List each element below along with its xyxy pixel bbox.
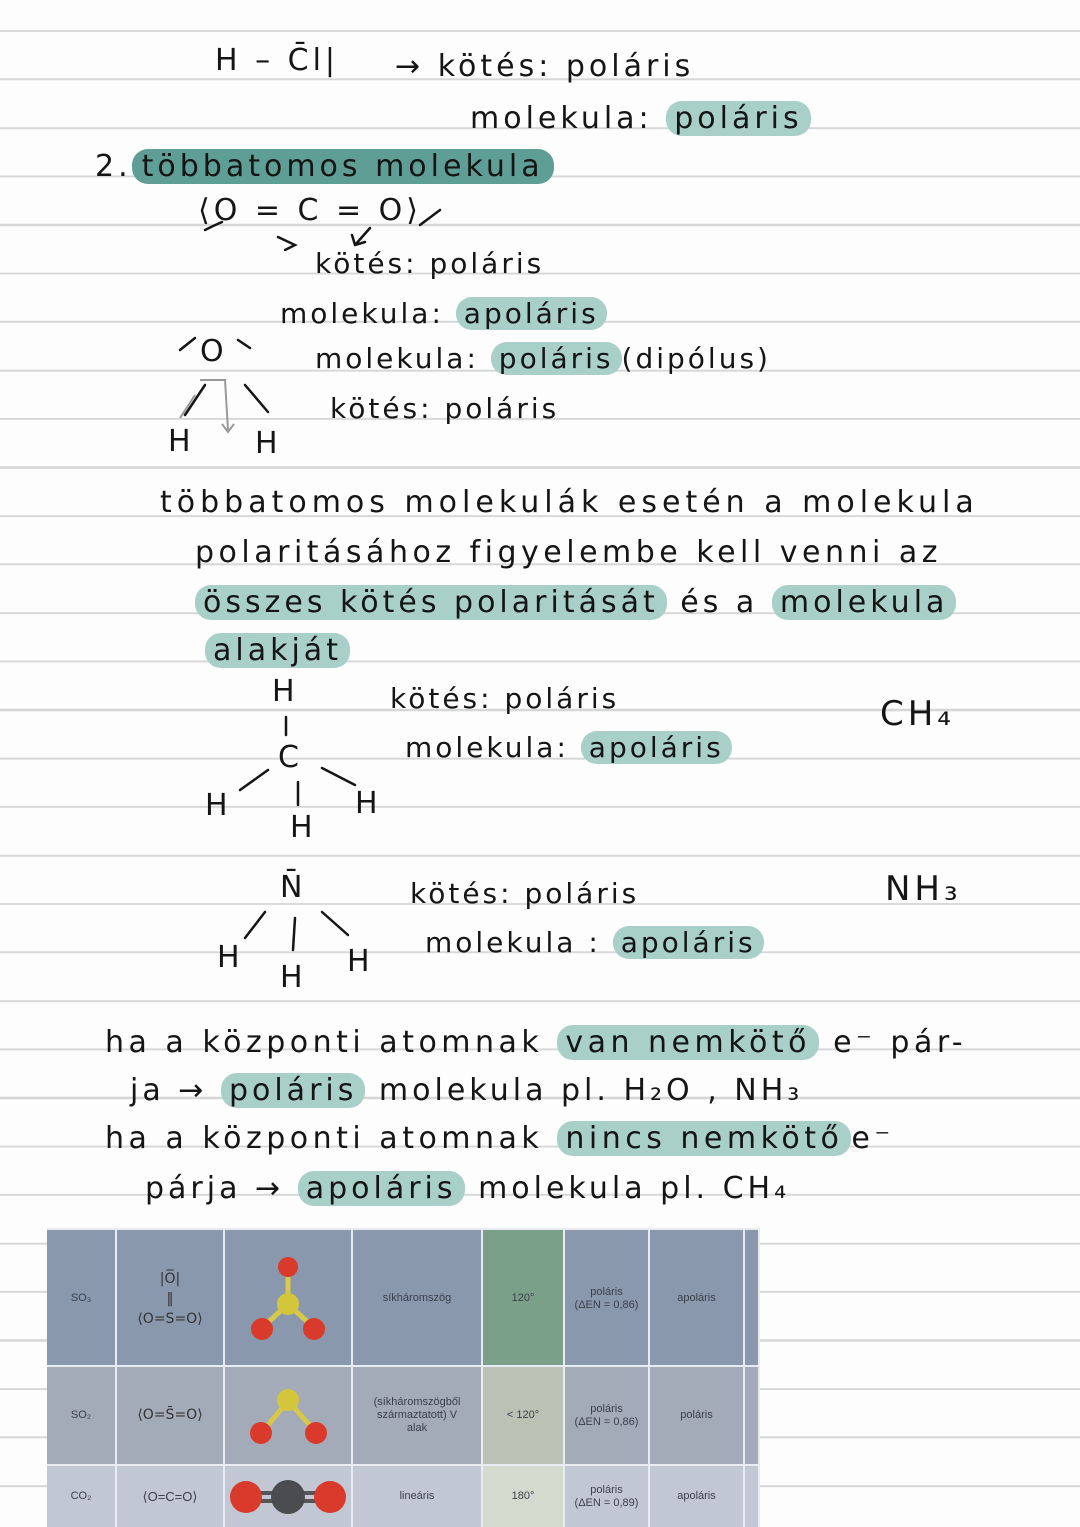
highlight-polaris: poláris — [666, 101, 810, 136]
cell-edge — [745, 1466, 760, 1527]
delta-en: (ΔEN = 0,86) — [574, 1298, 639, 1311]
h2o-hydrogen: H — [168, 424, 191, 459]
text: párja → — [145, 1171, 285, 1206]
label: molekula: — [405, 731, 569, 764]
paragraph-line: polaritásához figyelembe kell venni az — [195, 535, 943, 570]
cell-model — [225, 1367, 353, 1464]
nh3-bond: kötés: poláris — [410, 877, 640, 910]
section-title: többatomos molekula — [132, 149, 554, 184]
table-row — [47, 1365, 760, 1464]
text: e⁻ — [851, 1121, 895, 1156]
hcl-bond: kötés: poláris — [437, 49, 695, 84]
cell-formula: SO₃ — [47, 1230, 117, 1367]
dipole-arrow — [278, 237, 295, 250]
h2o-bond: kötés: poláris — [330, 392, 560, 425]
cell-lewis — [117, 1230, 225, 1367]
bond-polarity: poláris — [590, 1483, 623, 1496]
lone-pair-stroke — [180, 338, 195, 350]
highlight: poláris — [221, 1073, 365, 1108]
cell-bond — [565, 1466, 650, 1527]
highlight: nincs nemkötő — [557, 1121, 851, 1156]
dipole-note: (dipólus) — [621, 342, 771, 375]
cell-molecule: apoláris — [650, 1230, 745, 1367]
n-h-bond — [293, 918, 295, 950]
nh3-nitrogen: N̄ — [280, 870, 303, 905]
dipole-arrow — [200, 380, 234, 432]
highlight: van nemkötő — [557, 1025, 819, 1060]
nh3-h-left: H — [217, 940, 240, 975]
ch4-label: CH₄ — [880, 694, 955, 734]
delta-en: (ΔEN = 0,86) — [574, 1415, 639, 1428]
table-row — [47, 1228, 760, 1367]
arrow: → — [395, 49, 425, 84]
cell-bond — [565, 1367, 650, 1464]
label: molekula: — [470, 101, 653, 136]
delta-en: (ΔEN = 0,89) — [574, 1496, 639, 1509]
label: molekula: — [280, 297, 444, 330]
label: molekula: — [315, 342, 479, 375]
bond-polarity: poláris — [590, 1402, 623, 1415]
cell-angle: < 120° — [483, 1367, 565, 1464]
text: molekula pl. H₂O , NH₃ — [378, 1073, 804, 1108]
dipole-arrow — [352, 228, 370, 245]
h2o-oxygen: O — [200, 334, 224, 369]
highlight: alakját — [205, 633, 350, 668]
co2-formula: ⟨O = C = O⟩ — [198, 193, 422, 228]
h2o-hydrogen: H — [255, 426, 278, 461]
co2-bond: kötés: poláris — [315, 247, 545, 280]
dipole-arrow — [180, 395, 195, 418]
ch4-carbon: C — [278, 740, 299, 775]
nh3-label: NH₃ — [885, 869, 962, 909]
bond-polarity: poláris — [590, 1285, 623, 1298]
highlight: apoláris — [298, 1171, 465, 1206]
hcl-formula: H – C̄l| — [215, 43, 340, 78]
paragraph-line: többatomos molekulák esetén a molekula — [160, 485, 979, 520]
text: ha a központi atomnak — [105, 1025, 544, 1060]
cell-lewis: ⟨O=C=O⟩ — [117, 1466, 225, 1527]
highlight-apolaris: apoláris — [613, 926, 764, 959]
nh3-h-right: H — [347, 944, 370, 979]
nh3-h-mid: H — [280, 960, 303, 995]
cell-formula: SO₂ — [47, 1367, 117, 1464]
ch4-h-left: H — [205, 788, 228, 823]
text: e⁻ pár- — [833, 1025, 968, 1060]
section-number: 2. — [95, 149, 132, 184]
ch4-h-right: H — [355, 786, 378, 821]
n-h-bond — [245, 912, 265, 938]
lone-pair-stroke — [205, 222, 222, 230]
so2-ball-model-icon — [238, 1376, 338, 1456]
highlight: összes kötés polaritását — [195, 585, 667, 620]
lone-pair-stroke — [420, 210, 440, 225]
cell-shape: (síkháromszögből származtatott) V alak — [353, 1367, 483, 1464]
ch4-bond: kötés: poláris — [390, 682, 620, 715]
o-h-bond — [185, 385, 205, 415]
cell-formula: CO₂ — [47, 1466, 117, 1527]
c-h-bond — [322, 768, 355, 785]
so3-lewis-formula: |O̅| ‖ ⟨O=S=O⟩ — [137, 1270, 203, 1327]
cell-model — [225, 1230, 353, 1367]
highlight-apolaris: apoláris — [581, 731, 732, 764]
highlight-polaris: poláris — [491, 342, 622, 375]
c-h-bond — [240, 770, 268, 790]
table-row — [47, 1464, 760, 1527]
cell-shape: lineáris — [353, 1466, 483, 1527]
label: molekula : — [425, 926, 601, 959]
so3-ball-model-icon — [238, 1249, 338, 1349]
cell-angle: 120° — [483, 1230, 565, 1367]
molecule-table — [47, 1228, 760, 1525]
cell-edge — [745, 1230, 760, 1367]
cell-lewis — [117, 1367, 225, 1464]
n-h-bond — [322, 912, 348, 935]
text: és a — [680, 585, 759, 620]
cell-shape: síkháromszög — [353, 1230, 483, 1367]
cell-model — [225, 1466, 353, 1527]
co2-ball-model-icon — [226, 1472, 350, 1522]
cell-molecule: poláris — [650, 1367, 745, 1464]
so2-lewis-formula: ⟨O=S̄=O⟩ — [137, 1407, 203, 1423]
ch4-h-bottom: H — [290, 810, 313, 845]
text: molekula pl. CH₄ — [478, 1171, 791, 1206]
highlight-apolaris: apoláris — [456, 297, 607, 330]
o-h-bond — [245, 385, 268, 412]
cell-molecule: apoláris — [650, 1466, 745, 1527]
text: ha a központi atomnak — [105, 1121, 544, 1156]
lone-pair-stroke — [238, 340, 250, 348]
highlight: molekula — [772, 585, 957, 620]
ch4-h-top: H — [272, 674, 295, 709]
cell-edge — [745, 1367, 760, 1464]
cell-angle: 180° — [483, 1466, 565, 1527]
cell-bond — [565, 1230, 650, 1367]
text: ja → — [130, 1073, 208, 1108]
